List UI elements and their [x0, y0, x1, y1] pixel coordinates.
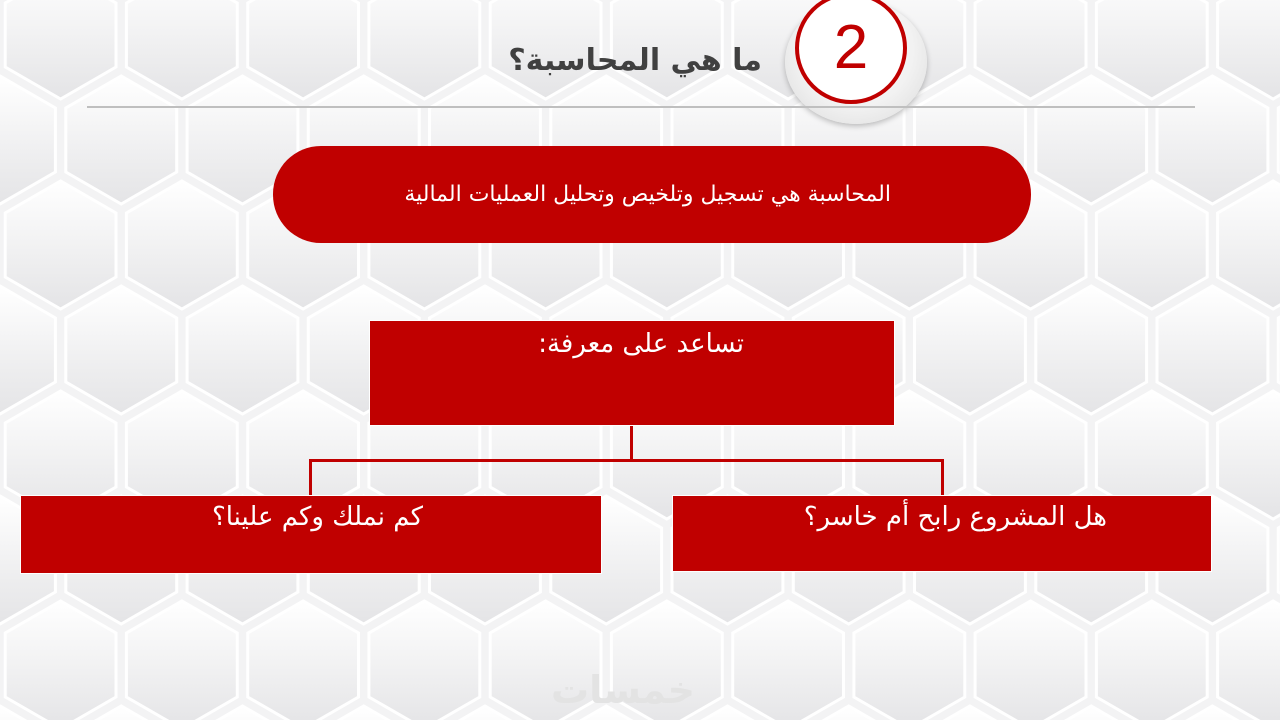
connector-vertical-top	[630, 426, 633, 462]
background-hexagon	[66, 286, 177, 414]
background-hexagon	[854, 601, 965, 720]
title-divider	[87, 106, 1195, 108]
background-hexagon	[369, 0, 480, 99]
connector-vertical-left	[309, 459, 312, 496]
slide-number: 2	[833, 13, 869, 82]
connector-vertical-right	[941, 459, 944, 496]
background-hexagon	[1036, 76, 1147, 204]
background-hexagon	[5, 181, 116, 309]
background-hexagon	[915, 286, 1026, 414]
slide-number-circle	[795, 0, 907, 104]
background-hexagon	[66, 76, 177, 204]
diagram-branch-label: هل المشروع رابح أم خاسر؟	[803, 502, 1107, 532]
background-hexagon	[369, 601, 480, 720]
background-hexagon	[1218, 391, 1280, 519]
diagram-root-label: تساعد على معرفة:	[538, 329, 744, 359]
background-hexagon	[126, 181, 237, 309]
diagram-branch-box-balance	[20, 495, 602, 574]
slide-title: ما هي المحاسبة؟	[508, 43, 762, 78]
background-hexagon	[5, 0, 116, 99]
background-hexagon	[975, 601, 1086, 720]
background-hexagon	[126, 0, 237, 99]
background-hexagon	[1036, 286, 1147, 414]
diagram-branch-label: كم نملك وكم علينا؟	[211, 502, 423, 532]
watermark-logo: خمسات	[551, 668, 695, 712]
background-hexagon	[1096, 0, 1207, 99]
connector-horizontal	[309, 459, 944, 462]
background-hexagon	[1157, 286, 1268, 414]
background-hexagon	[0, 286, 55, 414]
definition-banner	[273, 146, 1031, 243]
background-hexagon	[733, 601, 844, 720]
background-hexagon	[187, 286, 298, 414]
definition-text: المحاسبة هي تسجيل وتلخيص وتحليل العمليات المالية	[404, 182, 891, 207]
background-hexagon	[5, 601, 116, 720]
diagram-root-box	[369, 320, 895, 426]
diagram-branch-box-profit	[672, 495, 1212, 572]
background-hexagon	[248, 0, 359, 99]
background-hexagon	[1218, 601, 1280, 720]
background-hexagon	[975, 0, 1086, 99]
background-hexagon	[0, 76, 55, 204]
background-hexagon	[1218, 181, 1280, 309]
background-hexagon	[248, 601, 359, 720]
background-hexagon	[1096, 181, 1207, 309]
background-hexagon	[1096, 601, 1207, 720]
background-hexagon	[126, 601, 237, 720]
background-hexagon	[1157, 76, 1268, 204]
